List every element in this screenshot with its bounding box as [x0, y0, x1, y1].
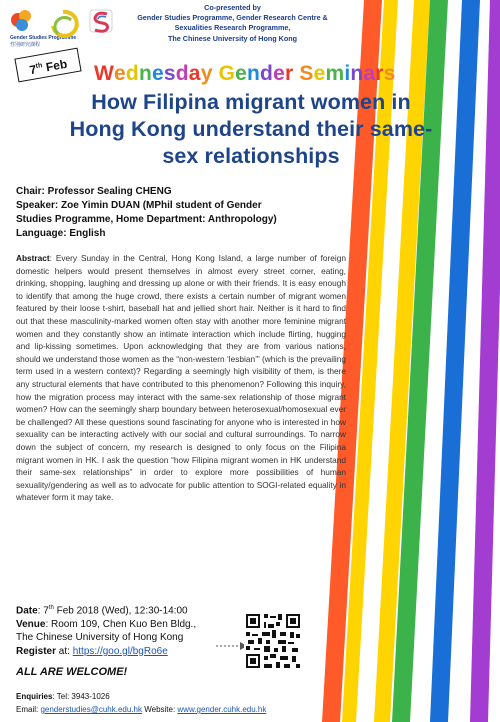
website-label: Website:: [141, 705, 178, 714]
co-presenter-line: Gender Studies Programme, Gender Research Centre &: [137, 13, 328, 23]
seminar-title: [4, 89, 498, 170]
email-link[interactable]: genderstudies@cuhk.edu.hk: [40, 705, 142, 714]
gender-studies-programme-logo: [10, 10, 76, 48]
venue-value: : Room 109, Chen Kuo Ben Bldg.,: [45, 618, 197, 630]
speaker: Speaker: Zoe Yimin DUAN (MPhil student of Gender: [16, 200, 262, 211]
logo1-text-en: Gender Studies Programme: [10, 35, 77, 41]
badge-sup: th: [35, 62, 43, 71]
register-label: Register: [16, 645, 57, 657]
email-label: Email:: [16, 705, 41, 714]
co-presenter-line: Sexualities Research Programme,: [174, 23, 291, 33]
speaker-affiliation: Studies Programme, Home Department: Anthropology): [16, 214, 277, 225]
series-word: Seminars: [299, 62, 396, 85]
series-title: [94, 62, 396, 86]
date-label: Date: [16, 605, 38, 617]
email-line: [16, 703, 266, 716]
abstract-text: : Every Sunday in the Central, Hong Kong Island, a large number of foreign domestic helpers would present themselves in almost every street corner, eating, drinking, shopping, laughing and dressing up alone or with their friends. It is easy enough to identify that among the huge crowd, there exists a certain number of migrant women featured by their loose t-shirt, baseball hat and jellied short hair. Neither is it hard to find out that these masculinity-marked women often stay with another more feminine migrant women and they constantly show an intimate interaction which include flirting, hugging and lip-kissing sometimes. Upon acknowledging that they are from various nations, should we understand those women as the “non-western ‘lesbian’” (which is the prevailing term used in a western context)? Regarding a seemingly high visibility of them, is there any structural elements that have contributed to this phenomenon? Following this inquiry, how the migration process may interact with the same-sex relationship of those migrant women? How can the seemingly sharp boundary between heterosexual/homosexual ever be challenged? All these questions sound fascinating for anyone who is interested in how sexuality can be interacting actively with our social and cultural surroundings. To narrow down the subject of concern, my research is designed to only focus on the Filipina migrant women in HK. I ask the question “how Filipina migrant women in HK understand their same-sex relationships” in order to explore more possibilities of human sexuality/gendering as well as to advocate for public attention to SOGI-related equality in whatever form it may take.: [16, 253, 346, 503]
date-line: [16, 602, 256, 618]
venue-line-2: The Chinese University of Hong Kong: [16, 632, 184, 644]
title-line: sex relationships: [162, 144, 340, 168]
co-presented-by: Co-presented by: [204, 3, 261, 12]
language: Language: English: [16, 228, 106, 239]
enquiries-line: [16, 690, 266, 703]
title-line: How Filipina migrant women in: [91, 90, 411, 114]
venue-label: Venue: [16, 618, 46, 630]
series-word: Gender: [218, 62, 294, 85]
enquiries-label: Enquiries: [16, 692, 53, 701]
chair: Chair: Professor Sealing CHENG: [16, 186, 172, 197]
venue-line: [16, 618, 256, 632]
date-sup: th: [48, 605, 54, 611]
website-link[interactable]: www.gender.cuhk.edu.hk: [177, 705, 267, 714]
badge-month: Feb: [44, 56, 69, 75]
co-presenter-header: [100, 3, 365, 44]
enquiries-value: : Tel: 3943-1026: [52, 692, 110, 701]
badge-day: 7: [28, 62, 38, 78]
abstract-label: Abstract: [16, 253, 50, 263]
title-line: Hong Kong understand their same-: [69, 117, 433, 141]
date-day: : 7: [37, 605, 49, 617]
date-value: Feb 2018 (Wed), 12:30-14:00: [53, 605, 188, 617]
welcome-text: ALL ARE WELCOME!: [16, 666, 128, 678]
register-link[interactable]: https://goo.gl/bgRo6e: [72, 645, 168, 657]
co-presenter-line: The Chinese University of Hong Kong: [168, 33, 297, 43]
speaker-info: [16, 185, 336, 241]
register-at: at:: [56, 645, 73, 657]
arrow-icon: [214, 640, 248, 652]
qr-code-icon[interactable]: [244, 612, 302, 670]
contact-info: [16, 690, 266, 716]
gender-research-centre-logo: [53, 12, 77, 36]
series-word: Wednesday: [94, 62, 213, 85]
logo1-text-zh: 性別研究課程: [10, 42, 41, 48]
abstract: [16, 252, 346, 504]
